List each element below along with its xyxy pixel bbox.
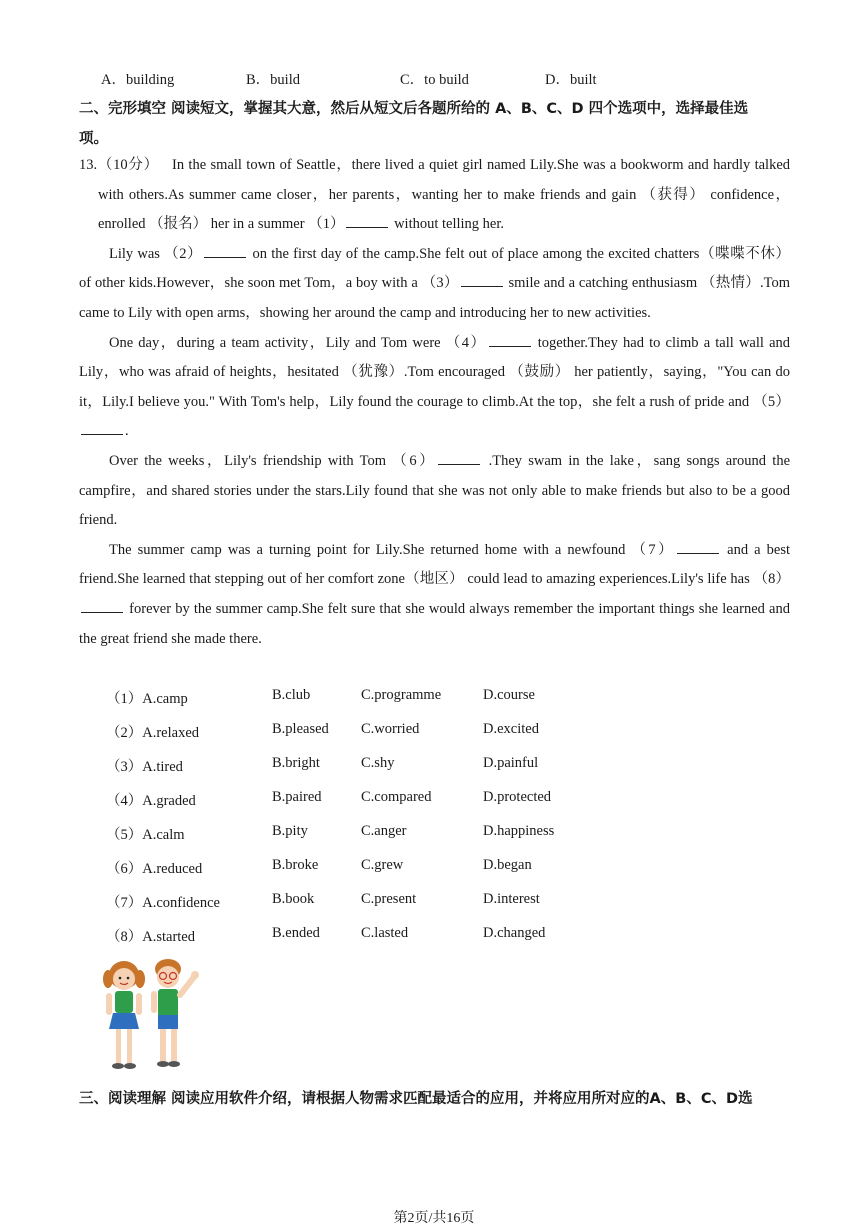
page-number: 第2页/共16页 <box>393 1211 475 1226</box>
question-number: 13.（10分） <box>79 157 159 173</box>
passage-paragraph-4: Over the weeks，Lily's friendship with Tom （6） .They swam in the lake，sang songs around the campfire，and shared stories under the stars.Lily found that she was not only able to make friends but also to be a good friend. <box>79 452 791 529</box>
prev-option-c: C．to build <box>400 72 469 88</box>
prev-option-a: A．building <box>101 72 175 88</box>
cloze-passage <box>79 151 790 654</box>
passage-paragraph-3: One day，during a team activity，Lily and Tom were （4） together.They had to climb a tall wall and Lily，who was afraid of heights，hesitated （犹豫）.Tom encouraged （鼓励） her patiently，saying，"You can do it，Lily.I believe you." With Tom's help，Lily found the courage to climb.At the top，she felt a rush of pride and （5）. <box>79 334 791 440</box>
blank-1 <box>346 215 388 228</box>
blank-6 <box>438 452 480 465</box>
blank-3 <box>461 274 503 287</box>
prev-option-b: B．build <box>246 72 300 88</box>
section-2-title-cont: 项。 <box>79 131 108 147</box>
passage-paragraph-5: The summer camp was a turning point for Lily.She returned home with a newfound （7） and a best friend.She learned that stepping out of her comfort zone（地区） could lead to amazing experiences.Lily's life has （8） forever by the summer camp.She felt sure that she would always remember the important things she learned and the great friend she made there. <box>79 541 790 647</box>
passage-paragraph-1: 13.（10分） In the small town of Seattle，there lived a quiet girl named Lily.She was a bookworm and hardly talked with others.As summer came closer，her parents，wanting her to make friends and gain （获得） confidence，enrolled （报名） her in a summer （1） without telling her. <box>79 157 791 233</box>
blank-5 <box>81 422 123 435</box>
passage-paragraph-2: Lily was （2） on the first day of the camp.She felt out of place among the excited chatters（喋喋不休） of other kids.However，she soon met Tom，a boy with a （3） smile and a catching enthusiasm （热情）.Tom came to Lily with open arms，showing her around the camp and introducing her to new activities. <box>79 245 790 321</box>
kids-illustration <box>96 955 206 1075</box>
blank-4 <box>489 334 531 347</box>
section-2-title: 二、完形填空 阅读短文，掌握其大意，然后从短文后各题所给的 A、B、C、D 四个选项中，选择最佳选 <box>79 101 749 117</box>
blank-2 <box>204 245 246 258</box>
girl-figure <box>103 961 145 1069</box>
section-3-title: 三、阅读理解 阅读应用软件介绍，请根据人物需求匹配最适合的应用，并将应用所对应的A、B、C、D选 <box>79 1091 753 1107</box>
prev-option-d: D．built <box>545 72 597 88</box>
blank-7 <box>677 541 719 554</box>
boy-figure <box>151 959 199 1067</box>
blank-8 <box>81 600 123 613</box>
